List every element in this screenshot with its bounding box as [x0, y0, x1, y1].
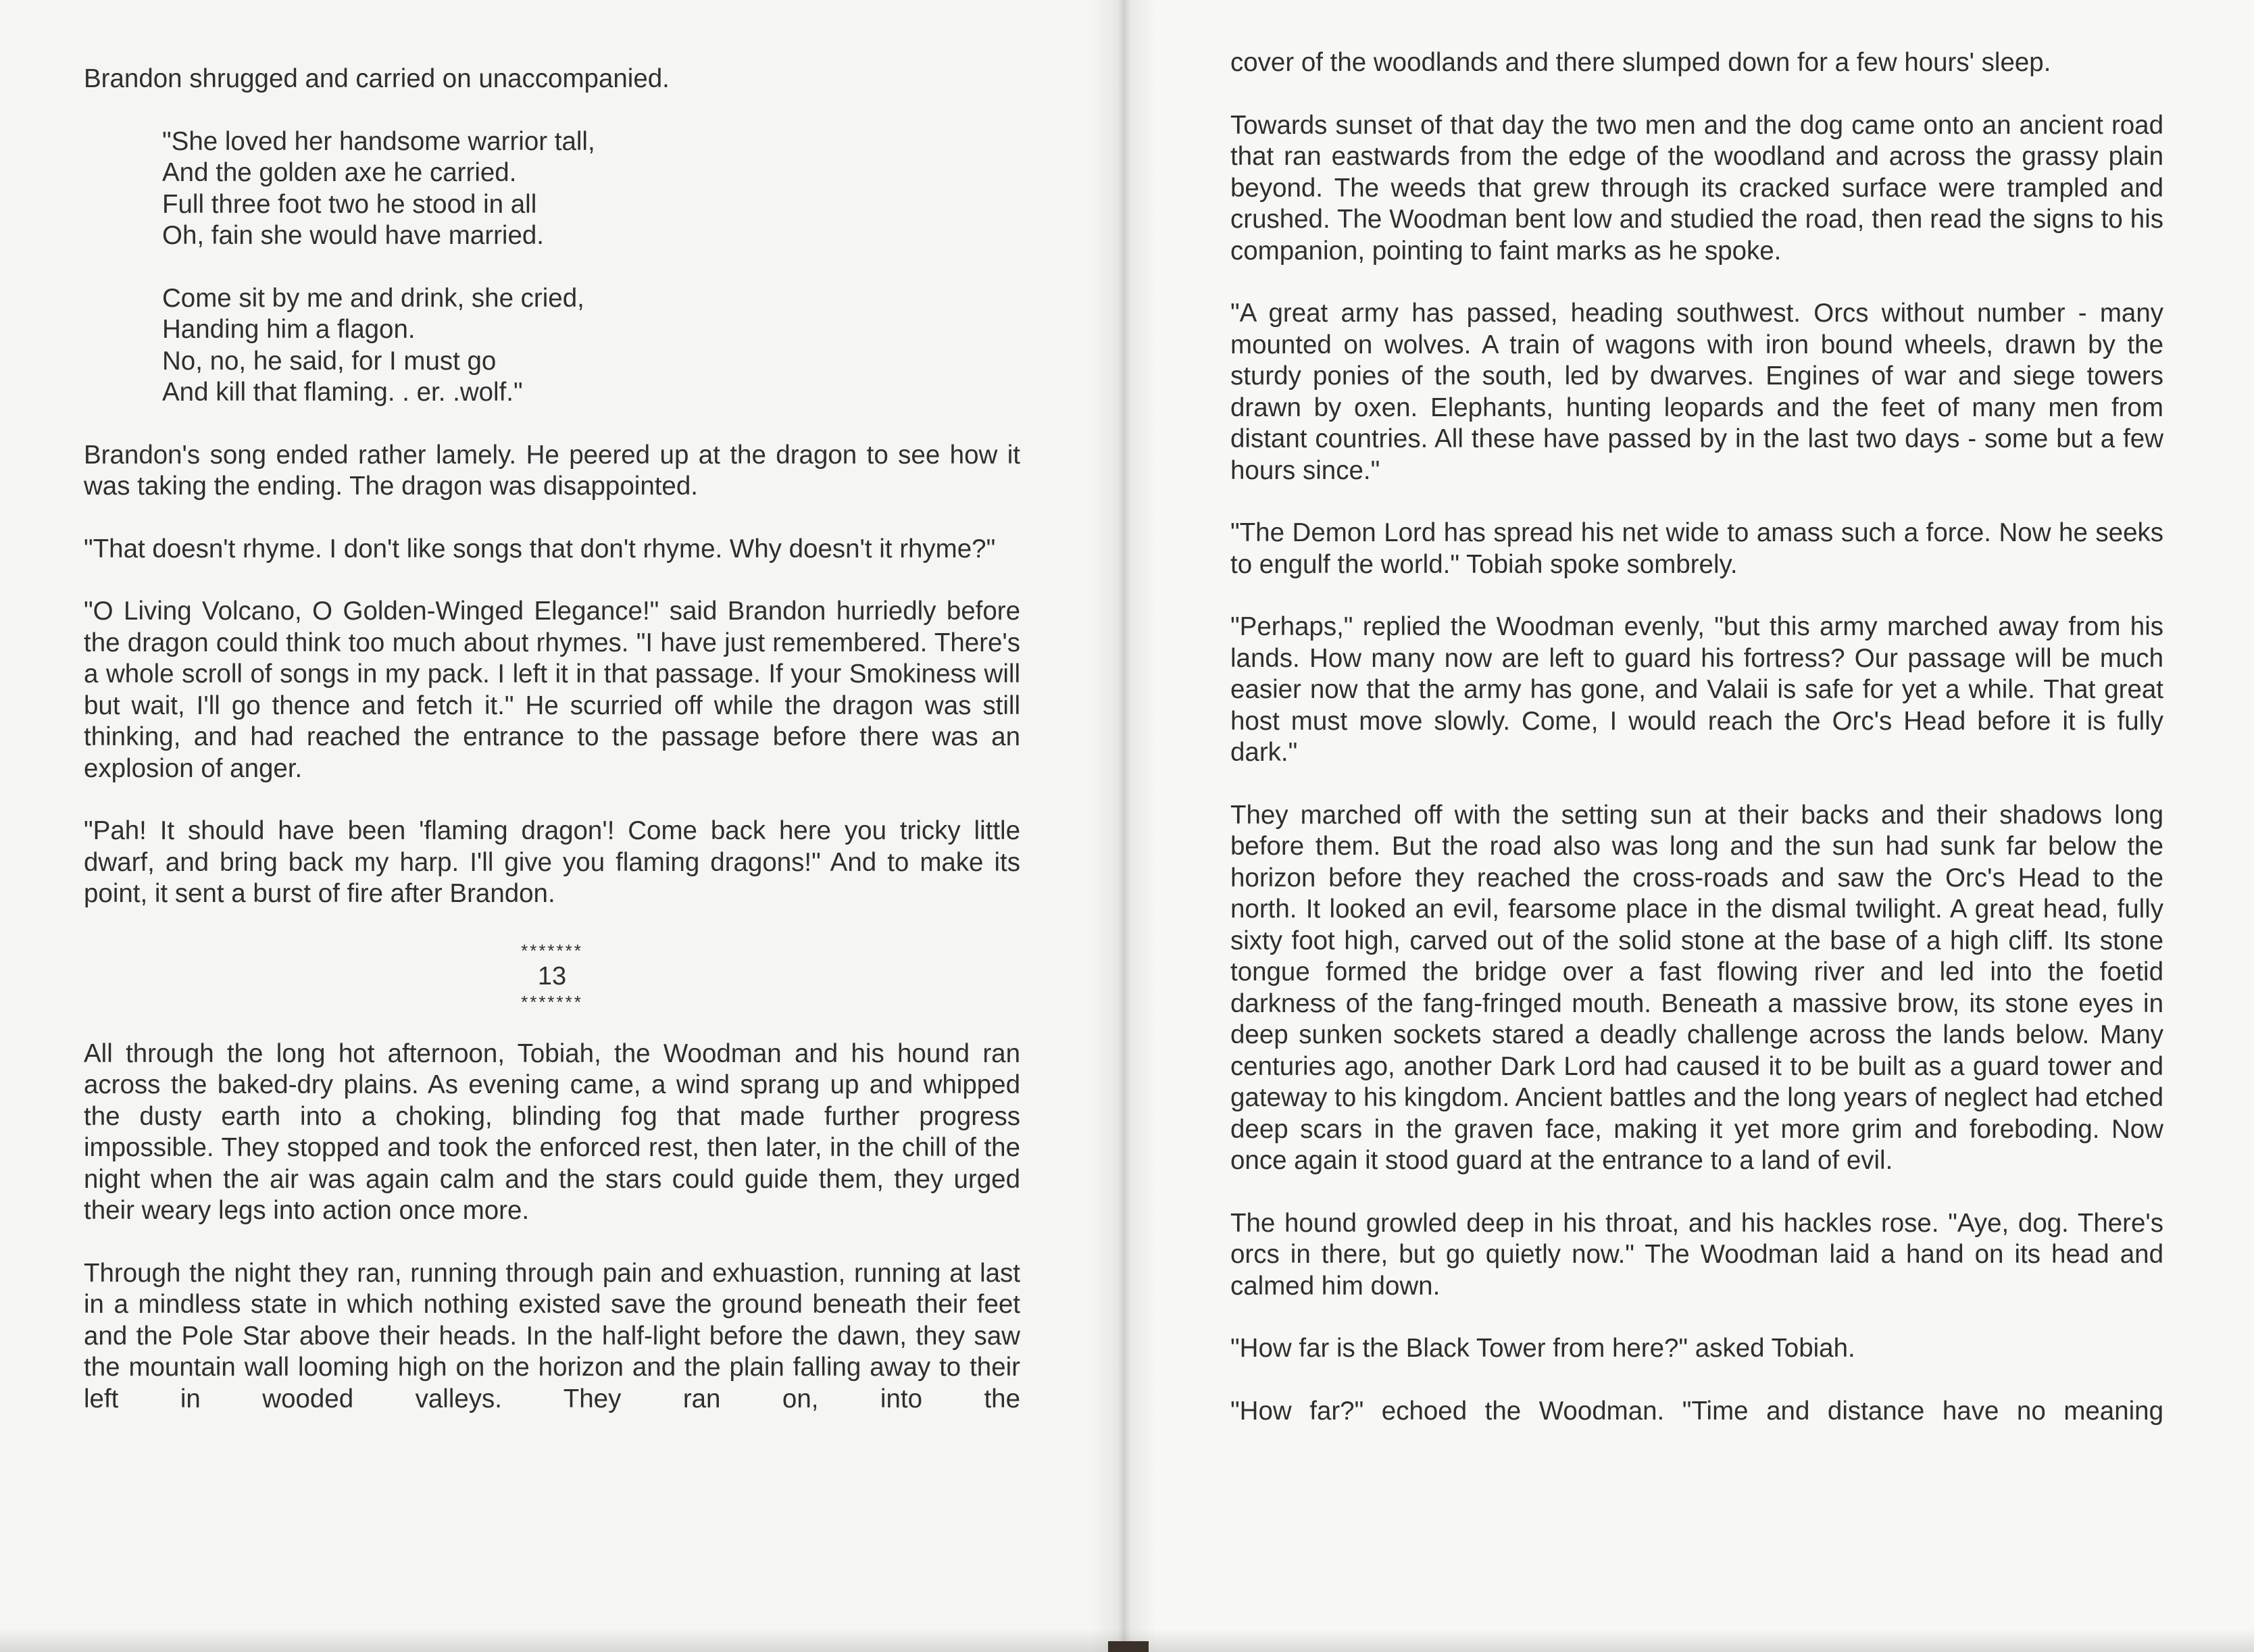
verse-line: Handing him a flagon.: [162, 315, 416, 344]
verse-line: Full three foot two he stood in all: [162, 189, 537, 219]
paragraph: The hound growled deep in his throat, and his hackles rose. "Aye, dog. There's orcs in there, but go quietly now." The Woodman laid a hand on its head and calmed him down.: [1230, 1208, 2163, 1301]
paragraph: "Pah! It should have been 'flaming dragon'! Come back here you tricky little dwarf, and bring back my harp. I'll give you flaming dragons!" And to make its point, it sent a burst of fire after Brandon.: [84, 816, 1020, 908]
paragraph: "How far is the Black Tower from here?" asked Tobiah.: [1230, 1334, 1855, 1363]
paragraph: They marched off with the setting sun at their backs and their shadows long before them. But the road also was long and the sun had sunk far below the horizon before they reached the cross-roads and saw the Orc's Head to the north. It looked an evil, fearsome place in the dismal twilight. A great head, fully sixty foot high, carved out of the solid stone at the base of a high cliff. Its stone tongue formed the bridge over a fast flowing river and led into the foetid darkness of the fang-fringed mouth. Beneath a massive brow, its stone eyes in deep sunken sockets stared a deadly challenge across the lands below. Many centuries ago, another Dark Lord had caused it to be built as a guard tower and gateway to his kingdom. Ancient battles and the long years of neglect had etched deep scars in the graven face, making it yet more grim and foreboding. Now once again it stood guard at the entrance to a land of evil.: [1230, 800, 2163, 1175]
opening-line: Brandon shrugged and carried on unaccompanied.: [84, 64, 670, 93]
right-page-text-column: [1230, 47, 2163, 1427]
paragraph: "A great army has passed, heading southwest. Orcs without number - many mounted on wolves. A train of wagons with iron bound wheels, drawn by the sturdy ponies of the south, led by dwarves. Engines of war and siege towers drawn by oxen. Elephants, hunting leopards and the feet of many men from distant countries. All these have passed by in the last two days - some but a few hours since.": [1230, 299, 2163, 485]
spine-edge: [1108, 1641, 1149, 1652]
verse-stanza-2: [162, 283, 1020, 409]
paragraph: "Perhaps," replied the Woodman evenly, "but this army marched away from his lands. How many now are left to guard his fortress? Our passage will be much easier now that the army has gone, and Valaii is safe for yet a while. That great host must move slowly. Come, I would reach the Orc's Head before it is fully dark.": [1230, 612, 2163, 767]
paragraph: "O Living Volcano, O Golden-Winged Elegance!" said Brandon hurriedly before the dragon could think too much about rhymes. "I have just remembered. There's a whole scroll of songs in my pack. I left it in that passage. If your Smokiness will but wait, I'll go thence and fetch it." He scurried off while the dragon was still thinking, and had reached the entrance to the passage before there was an explosion of anger.: [84, 597, 1020, 783]
paragraph: "How far?" echoed the Woodman. "Time and distance have no meaning: [1230, 1396, 2163, 1426]
paragraph: Brandon's song ended rather lamely. He peered up at the dragon to see how it was taking the ending. The dragon was disappointed.: [84, 440, 1020, 501]
paragraph: All through the long hot afternoon, Tobiah, the Woodman and his hound ran across the baked-dry plains. As evening came, a wind sprang up and whipped the dusty earth into a choking, blinding fog that made further progress impossible. They stopped and took the enforced rest, then later, in the chill of the night when the air was again calm and the stars could guide them, they urged their weary legs into action once more.: [84, 1038, 1020, 1225]
separator-stars: *******: [521, 940, 583, 961]
left-page-text-column: [84, 64, 1020, 1415]
left-page: [0, 0, 1124, 1652]
chapter-heading: [84, 941, 1020, 1011]
verse-line: And kill that flaming. . er. .wolf.": [162, 378, 523, 407]
verse-line: Oh, fain she would have married.: [162, 221, 544, 250]
paragraph: "That doesn't rhyme. I don't like songs that don't rhyme. Why doesn't it rhyme?": [84, 534, 996, 564]
paragraph: Towards sunset of that day the two men and the dog came onto an ancient road that ran eastwards from the edge of the woodland and across the grassy plain beyond. The weeds that grew through its cracked surface were trampled and crushed. The Woodman bent low and studied the road, then read the signs to his companion, pointing to faint marks as he spoke.: [1230, 110, 2163, 266]
paragraph: cover of the woodlands and there slumped down for a few hours' sleep.: [1230, 48, 2051, 77]
verse-line: "She loved her handsome warrior tall,: [162, 126, 595, 156]
paragraph: "The Demon Lord has spread his net wide to amass such a force. Now he seeks to engulf the world." Tobiah spoke sombrely.: [1230, 518, 2163, 579]
chapter-number: 13: [537, 961, 567, 991]
paragraph: Through the night they ran, running through pain and exhuastion, running at last in a mindless state in which nothing existed save the ground beneath their feet and the Pole Star above their heads. In the half-light before the dawn, they saw the mountain wall looming high on the horizon and the plain falling away to their left in wooded valleys. They ran on, into the: [84, 1258, 1020, 1413]
verse-line: And the golden axe he carried.: [162, 158, 517, 187]
book-gutter-shadow: [1092, 0, 1157, 1652]
separator-stars: *******: [521, 991, 583, 1012]
verse-line: Come sit by me and drink, she cried,: [162, 283, 584, 313]
verse-line: No, no, he said, for I must go: [162, 346, 497, 376]
right-page: [1124, 0, 2254, 1652]
verse-stanza-1: [162, 126, 1020, 252]
